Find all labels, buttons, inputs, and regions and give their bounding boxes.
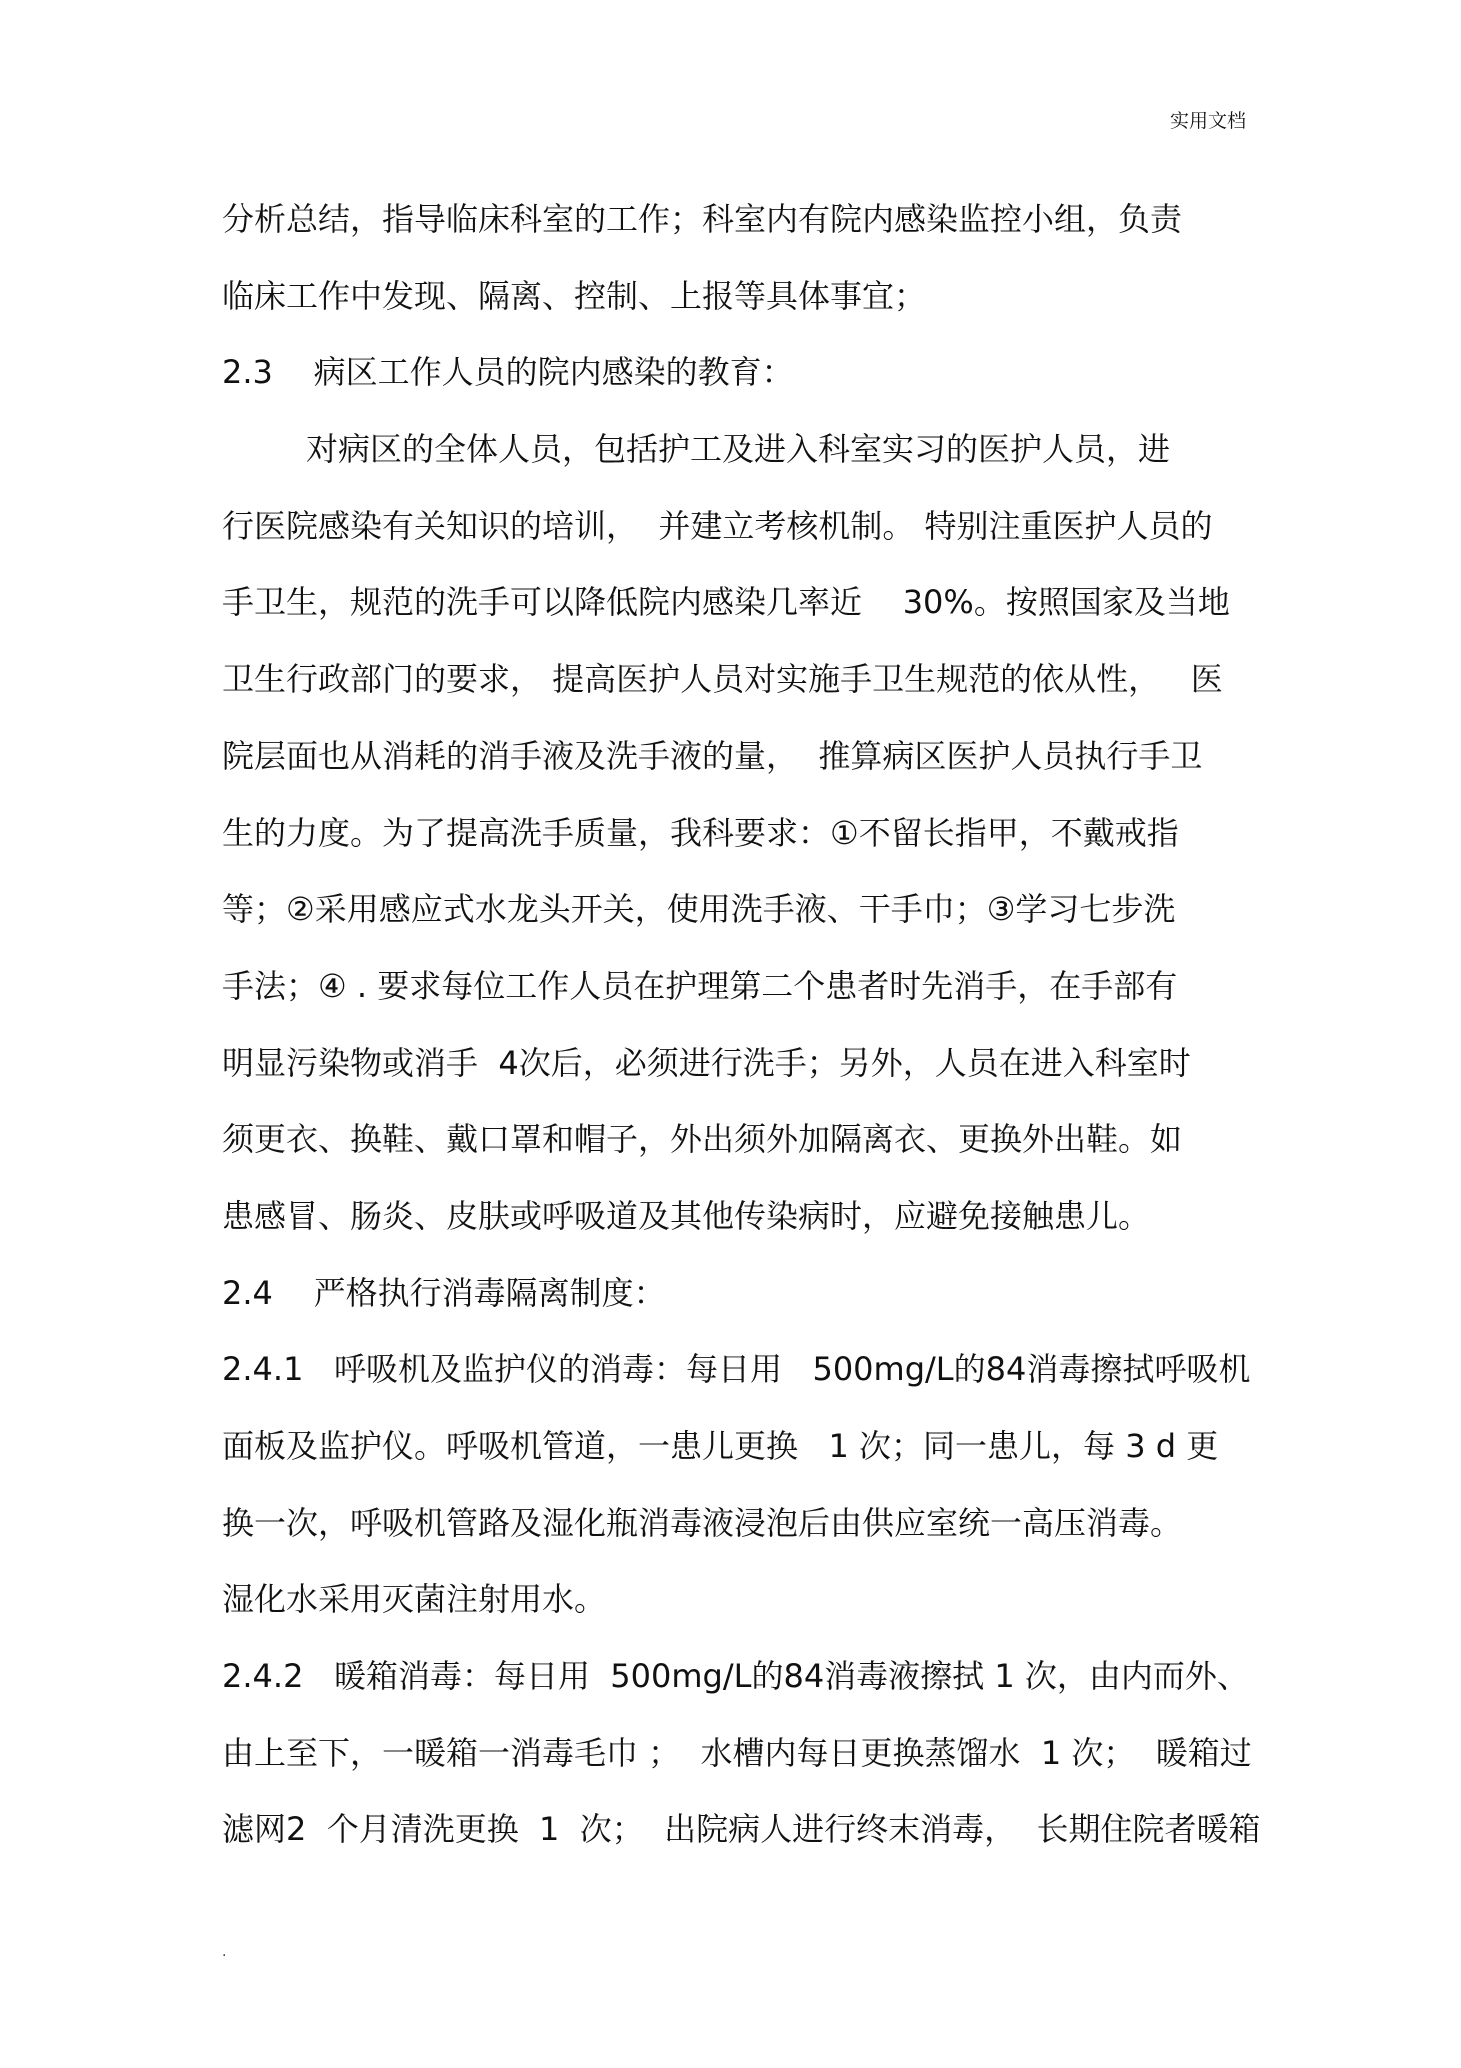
text-line: 由上至下，一暖箱一消毒毛巾 ； 水槽内每日更换蒸馏水 1 次； 暖箱过 (222, 1733, 1252, 1772)
text-line: 分析总结，指导临床科室的工作；科室内有院内感染监控小组，负责 (222, 200, 1183, 238)
text-line: 明显污染物或消手 4次后，必须进行洗手；另外，人员在进入科室时 (222, 1043, 1191, 1082)
section-heading-2-4: 2.4 严格执行消毒隔离制度： (222, 1273, 666, 1312)
text-line: 行医院感染有关知识的培训， 并建立考核机制。 特别注重医护人员的 (222, 506, 1213, 545)
subsection-2-4-2: 2.4.2 暖箱消毒：每日用 500mg/L的84消毒液擦拭 1 次，由内而外、 (222, 1657, 1249, 1696)
text-line: 须更衣、换鞋、戴口罩和帽子，外出须外加隔离衣、更换外出鞋。如 (222, 1120, 1183, 1159)
page-header-label: 实用文档 (1169, 110, 1246, 132)
text-line: 手卫生，规范的洗手可以降低院内感染几率近 30%。按照国家及当地 (222, 583, 1230, 622)
text-line: 生的力度。为了提高洗手质量，我科要求：①不留长指甲，不戴戒指 (222, 813, 1179, 852)
text-line: 对病区的全体人员，包括护工及进入科室实习的医护人员，进 (306, 430, 1171, 469)
section-heading-2-3: 2.3 病区工作人员的院内感染的教育： (222, 353, 794, 392)
text-line: 临床工作中发现、隔离、控制、上报等具体事宜； (222, 276, 927, 315)
page-footer-mark: . (222, 1944, 227, 1960)
text-line: 手法；④ . 要求每位工作人员在护理第二个患者时先消手，在手部有 (222, 966, 1178, 1005)
text-line: 换一次，呼吸机管路及湿化瓶消毒液浸泡后由供应室统一高压消毒。 (222, 1503, 1183, 1542)
text-line: 等；②采用感应式水龙头开关，使用洗手液、干手巾；③学习七步洗 (222, 890, 1176, 929)
text-line: 患感冒、肠炎、皮肤或呼吸道及其他传染病时，应避免接触患儿。 (222, 1196, 1151, 1235)
subsection-2-4-1: 2.4.1 呼吸机及监护仪的消毒：每日用 500mg/L的84消毒擦拭呼吸机 (222, 1350, 1251, 1389)
text-line: 卫生行政部门的要求， 提高医护人员对实施手卫生规范的依从性， 医 (222, 660, 1223, 699)
text-line: 院层面也从消耗的消手液及洗手液的量， 推算病区医护人员执行手卫 (222, 736, 1203, 775)
text-line: 滤网2 个月清洗更换 1 次； 出院病人进行终末消毒， 长期住院者暖箱 (222, 1810, 1261, 1849)
document-body (222, 189, 1262, 1876)
text-line: 面板及监护仪。呼吸机管道，一患儿更换 1 次；同一患儿，每 3 d 更 (222, 1427, 1219, 1465)
text-line: 湿化水采用灭菌注射用水。 (222, 1580, 607, 1619)
